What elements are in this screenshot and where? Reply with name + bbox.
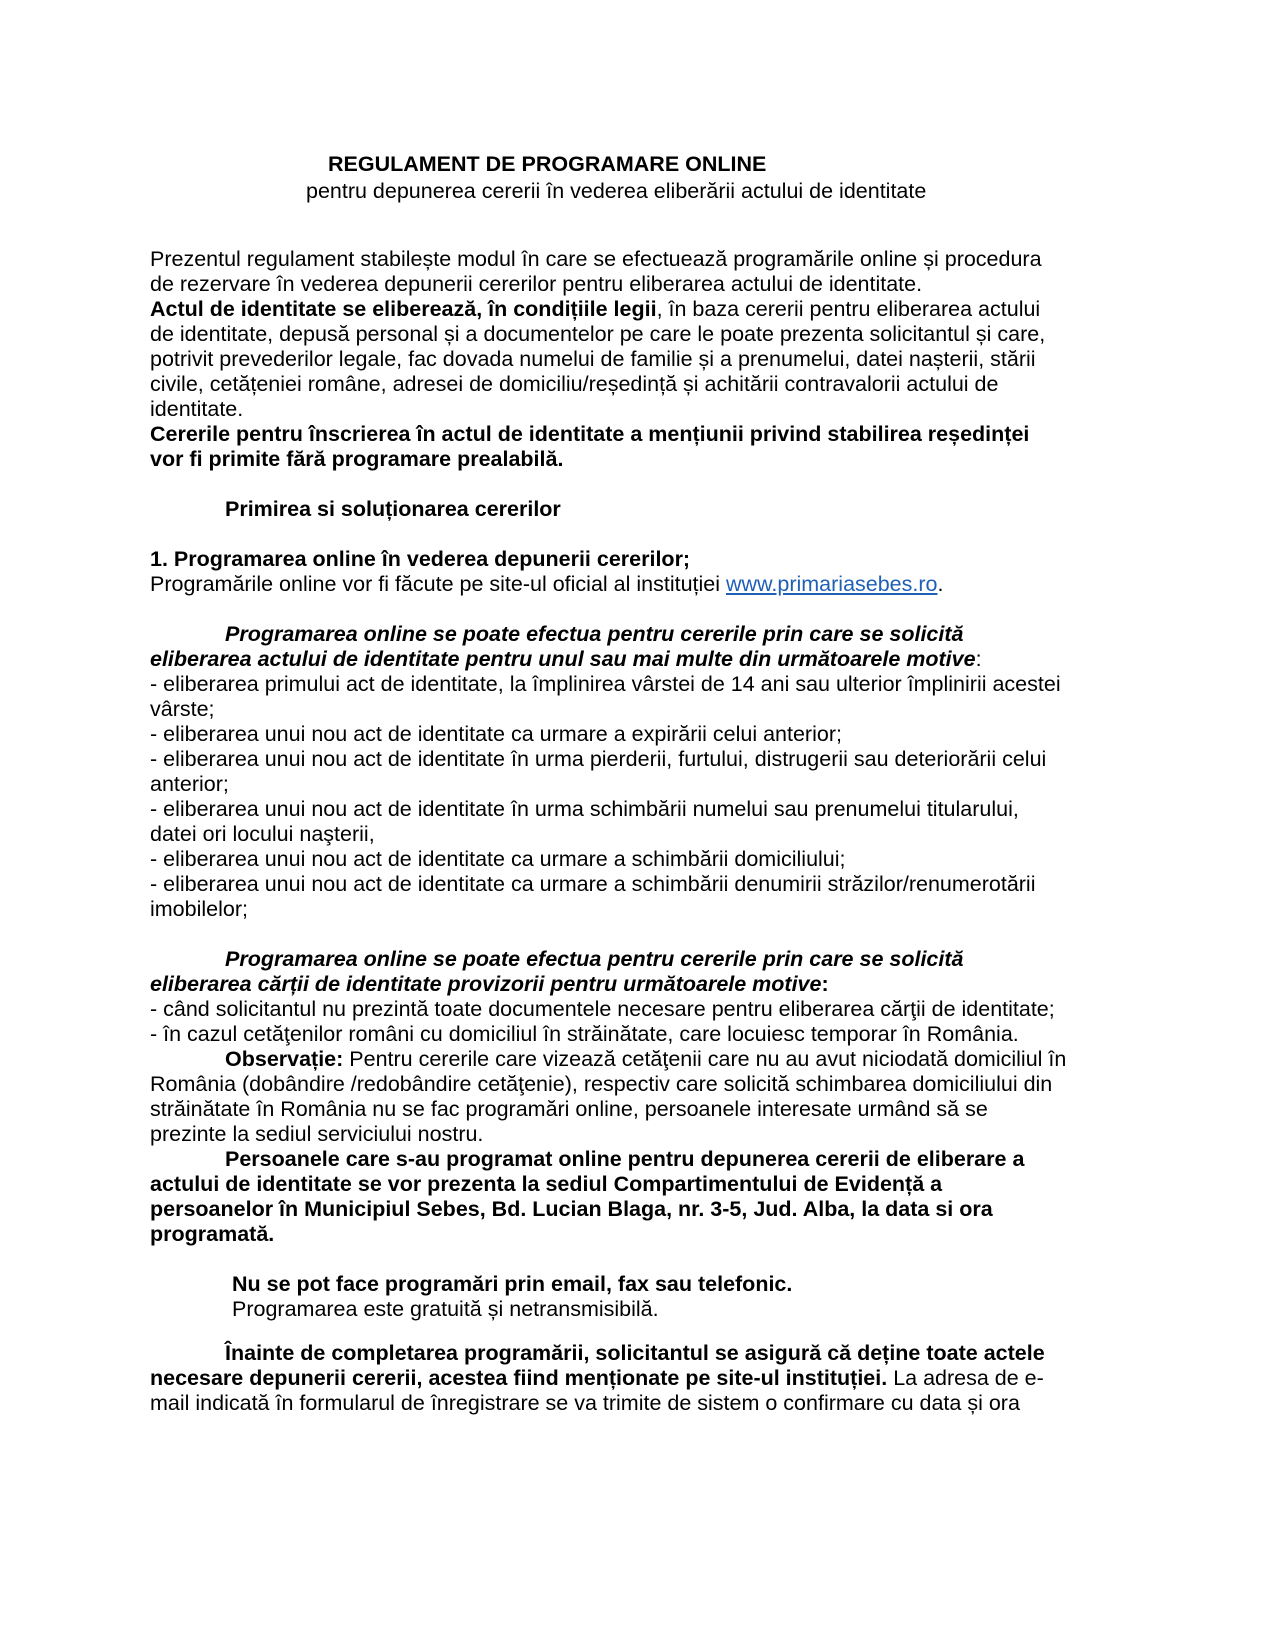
motives-cip-colon: :: [821, 972, 829, 996]
list-item: - eliberarea primului act de identitate, la împlinirea vârstei de 14 ani sau ulterior împlinirii acestei: [150, 672, 1061, 696]
intro-bold-phrase: Actul de identitate se eliberează, în condițiile legii: [150, 297, 657, 321]
motives-cip-heading-2-text: eliberarea cărții de identitate provizorii pentru următoarele motive: [150, 972, 822, 996]
intro-line-5: potrivit prevederilor legale, fac dovada numelui de familie și a prenumelui, datei nașterii, stării: [150, 347, 1036, 371]
section-1-heading: 1. Programarea online în vederea depunerii cererilor;: [150, 547, 691, 571]
document-subtitle: pentru depunerea cererii în vederea eliberării actului de identitate: [306, 179, 927, 203]
persons-line-1: Persoanele care s-au programat online pentru depunerea cererii de eliberare a: [225, 1147, 1025, 1171]
motives-cip-heading-1: Programarea online se poate efectua pentru cererile prin care se solicită: [225, 947, 964, 971]
list-item: datei ori locului naşterii,: [150, 822, 375, 846]
list-item: anterior;: [150, 772, 229, 796]
free-notice: Programarea este gratuită și netransmisibilă.: [232, 1297, 659, 1321]
before-line-2: [150, 1365, 1044, 1391]
website-link[interactable]: www.primariasebes.ro: [726, 572, 938, 596]
persons-line-2: actului de identitate se vor prezenta la sediul Compartimentului de Evidență a: [150, 1172, 943, 1196]
motives-cip-heading-2: [150, 971, 829, 997]
section-heading: Primirea si soluționarea cererilor: [225, 497, 561, 521]
intro-line-3: [150, 296, 1040, 322]
intro-line-8: Cererile pentru înscrierea în actul de identitate a mențiunii privind stabilirea reședinței: [150, 422, 1030, 446]
motives-ci-heading-1: Programarea online se poate efectua pentru cererile prin care se solicită: [225, 622, 964, 646]
observation-text: Pentru cererile care vizează cetăţenii care nu au avut niciodată domiciliul în: [343, 1047, 1067, 1071]
before-line-1: Înainte de completarea programării, solicitantul se asigură că deține toate actele: [225, 1341, 1045, 1365]
section-1-text: [150, 571, 943, 597]
observation-label: Observație:: [225, 1047, 344, 1071]
list-item: - eliberarea unui nou act de identitate ca urmare a expirării celui anterior;: [150, 722, 842, 746]
persons-line-3: persoanelor în Municipiul Sebes, Bd. Lucian Blaga, nr. 3-5, Jud. Alba, la data si ora: [150, 1197, 993, 1221]
document-title: REGULAMENT DE PROGRAMARE ONLINE: [328, 152, 767, 176]
before-line-3: mail indicată în formularul de înregistrare se va trimite de sistem o confirmare cu data și ora: [150, 1391, 1020, 1415]
list-item: - eliberarea unui nou act de identitate ca urmare a schimbării denumirii străzilor/renumerotării: [150, 872, 1036, 896]
before-line-2-rest: La adresa de e-: [887, 1366, 1044, 1390]
intro-line-9: vor fi primite fără programare prealabilă.: [150, 447, 564, 471]
motives-ci-heading-2: [150, 646, 982, 672]
list-item: - eliberarea unui nou act de identitate ca urmare a schimbării domiciliului;: [150, 847, 846, 871]
motives-ci-heading-2-text: eliberarea actului de identitate pentru unul sau mai multe din următoarele motive: [150, 647, 976, 671]
list-item: - eliberarea unui nou act de identitate în urma pierderii, furtului, distrugerii sau deteriorării celui: [150, 747, 1047, 771]
intro-line-3-rest: , în baza cererii pentru eliberarea actului: [656, 297, 1041, 321]
intro-line-7: identitate.: [150, 397, 244, 421]
observation-line-4: prezinte la sediul serviciului nostru.: [150, 1122, 484, 1146]
before-line-2-bold: necesare depunerii cererii, acestea fiind menționate pe site-ul instituției.: [150, 1366, 888, 1390]
observation-line-2: România (dobândire /redobândire cetăţenie), respectiv care solicită schimbarea domiciliului din: [150, 1072, 1053, 1096]
persons-line-4: programată.: [150, 1222, 275, 1246]
observation-line-3: străinătate în România nu se fac programări online, persoanele interesate urmând să se: [150, 1097, 988, 1121]
list-item: vârste;: [150, 697, 215, 721]
no-email-notice: Nu se pot face programări prin email, fax sau telefonic.: [232, 1272, 793, 1296]
list-item: - în cazul cetăţenilor români cu domiciliul în străinătate, care locuiesc temporar în România.: [150, 1022, 1019, 1046]
intro-line-6: civile, cetățeniei române, adresei de domiciliu/reședință și achitării contravalorii actului de: [150, 372, 999, 396]
list-item: - eliberarea unui nou act de identitate în urma schimbării numelui sau prenumelui titularului,: [150, 797, 1019, 821]
list-item: - când solicitantul nu prezintă toate documentele necesare pentru eliberarea cărţii de identitate;: [150, 997, 1055, 1021]
motives-ci-colon: :: [975, 647, 982, 671]
observation-line-1: [225, 1046, 1066, 1072]
intro-line-1: Prezentul regulament stabilește modul în care se efectuează programările online și procedura: [150, 247, 1042, 271]
intro-line-2: de rezervare în vederea depunerii cererilor pentru eliberarea actului de identitate.: [150, 272, 923, 296]
section-1-text-end: .: [937, 572, 944, 596]
intro-line-4: de identitate, depusă personal și a documentelor pe care le poate prezenta solicitantul și care,: [150, 322, 1046, 346]
list-item: imobilelor;: [150, 897, 248, 921]
section-1-text-lead: Programările online vor fi făcute pe site-ul oficial al instituției: [150, 572, 726, 596]
